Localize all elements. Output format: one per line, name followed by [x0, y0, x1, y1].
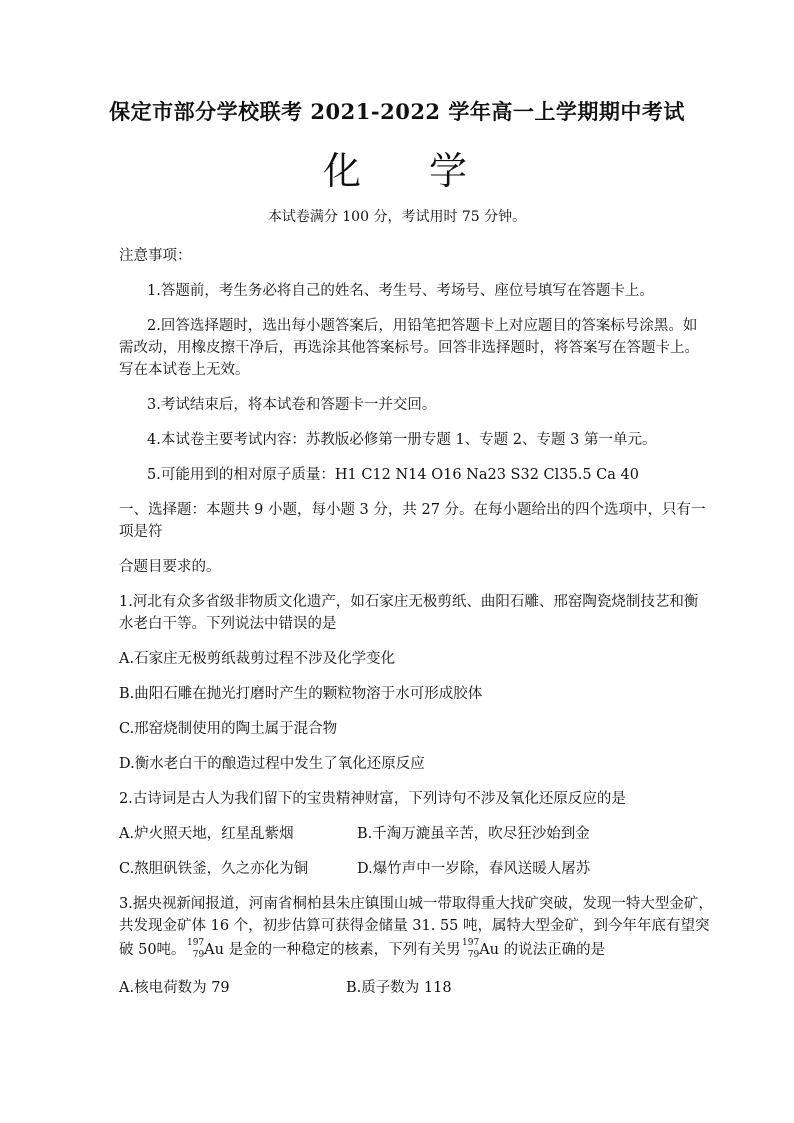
- q1-option-b: B.曲阳石雕在抛光打磨时产生的颗粒物溶于水可形成胶体: [119, 686, 483, 702]
- element-symbol: Au: [204, 942, 224, 958]
- q3-option-b: B.质子数为 118: [346, 980, 452, 996]
- mass-number: 197: [186, 938, 205, 948]
- atomic-number: 79: [192, 950, 205, 960]
- note-3: 3.考试结束后，将本试卷和答题卡一并交回。: [147, 397, 437, 413]
- atomic-number-2: 79: [467, 950, 480, 960]
- q3-stem-line-1: 3.据央视新闻报道，河南省桐柏县朱庄镇围山城一带取得重大找矿突破，发现一特大型金矿，: [119, 896, 713, 912]
- q2-option-c: C.熬胆矾铁釜，久之亦化为铜: [119, 861, 309, 877]
- exam-info: 本试卷满分 100 分，考试用时 75 分钟。: [267, 209, 527, 225]
- note-2-line-2: 需改动，用橡皮擦干净后，再选涂其他答案标号。回答非选择题时，将答案写在答题卡上。: [119, 340, 699, 356]
- nuclide-notation: [186, 938, 205, 960]
- note-2-line-3: 写在本试卷上无效。: [119, 362, 250, 378]
- exam-title: 保定市部分学校联考 2021-2022 学年高一上学期期中考试: [109, 99, 685, 124]
- section-1-line-2: 项是符: [119, 524, 163, 540]
- element-symbol-2: Au: [479, 942, 500, 958]
- q2-option-d: D.爆竹声中一岁除，春风送暖人屠苏: [357, 861, 591, 877]
- note-1: 1.答题前，考生务必将自己的姓名、考生号、考场号、座位号填写在答题卡上。: [147, 283, 654, 299]
- mass-number-2: 197: [462, 938, 480, 948]
- note-2-line-1: 2.回答选择题时，选出每小题答案后，用铅笔把答题卡上对应题目的答案标号涂黑。如: [147, 318, 698, 334]
- note-4: 4.本试卷主要考试内容：苏教版必修第一册专题 1、专题 2、专题 3 第一单元。: [147, 432, 657, 448]
- q3-stem-line-3: [119, 938, 605, 959]
- q1-option-c: C.邢窑烧制使用的陶土属于混合物: [119, 721, 338, 737]
- q1-stem-line-1: 1.河北有众多省级非物质文化遗产，如石家庄无极剪纸、曲阳石雕、邢窑陶瓷烧制技艺和衡: [119, 594, 699, 610]
- q2-stem: 2.古诗词是古人为我们留下的宝贵精神财富，下列诗句不涉及氧化还原反应的是: [119, 791, 626, 807]
- notes-heading: 注意事项：: [119, 248, 192, 264]
- q1-option-d: D.衡水老白干的酿造过程中发生了氧化还原反应: [119, 756, 425, 772]
- q2-option-b: B.千淘万漉虽辛苦，吹尽狂沙始到金: [357, 826, 590, 842]
- q1-stem-line-2: 水老白干等。下列说法中错误的是: [119, 616, 337, 632]
- nuclide-notation-2: [462, 938, 480, 960]
- q3-stem-line-3c: 的说法正确的是: [503, 942, 606, 958]
- q3-stem-line-3a: 破 50吨。: [119, 942, 186, 958]
- subject-char-1: 化: [322, 149, 365, 193]
- q3-stem-line-2: 共发现金矿体 16 个，初步估算可获得金储量 31. 55 吨，属特大型金矿，到今年年底有望突: [119, 918, 710, 934]
- section-1-line-3: 合题目要求的。: [119, 559, 221, 575]
- q1-option-a: A.石家庄无极剪纸裁剪过程不涉及化学变化: [119, 651, 396, 667]
- q3-option-a: A.核电荷数为 79: [119, 980, 230, 996]
- subject-char-2: 学: [429, 149, 472, 193]
- q3-stem-line-3b: 是金的一种稳定的核素，下列有关男: [228, 942, 461, 958]
- q2-option-a: A.炉火照天地，红星乱紫烟: [119, 826, 294, 842]
- section-1-line-1: 一、选择题：本题共 9 小题，每小题 3 分，共 27 分。在每小题给出的四个选项中，只有一: [119, 502, 706, 518]
- note-5: 5.可能用到的相对原子质量：H1 C12 N14 O16 Na23 S32 Cl35.5 Ca 40: [147, 467, 639, 483]
- subject-title: [0, 140, 794, 195]
